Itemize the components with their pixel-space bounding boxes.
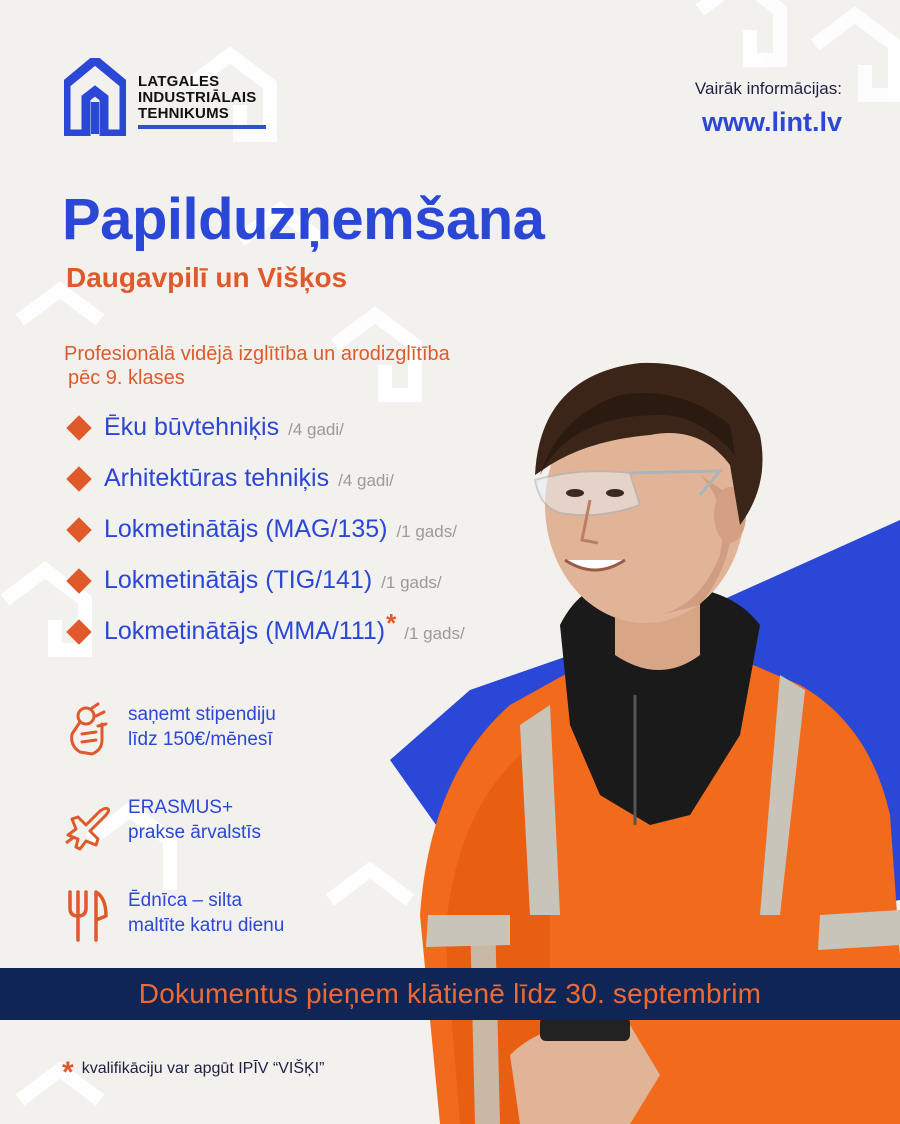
list-item xyxy=(66,453,465,504)
logo-line-2: INDUSTRIĀLAIS xyxy=(138,89,257,106)
program-star: * xyxy=(386,608,397,638)
benefit-line-1: saņemt stipendiju xyxy=(128,704,276,725)
list-item xyxy=(66,504,465,555)
benefit-text xyxy=(128,888,284,938)
diamond-bullet-icon xyxy=(66,619,91,644)
list-item xyxy=(66,402,465,453)
logo-underline xyxy=(138,125,266,129)
list-item xyxy=(62,702,284,758)
benefit-line-1: ERASMUS+ xyxy=(128,797,234,818)
intro-line-2: pēc 9. klases xyxy=(68,367,185,389)
program-name: Lokmetinātājs (MMA/111) xyxy=(104,617,386,645)
program-duration: /1 gads/ xyxy=(381,572,442,592)
more-info-block xyxy=(695,79,842,138)
benefit-list xyxy=(62,702,284,981)
logo-line-1: LATGALES xyxy=(138,73,220,90)
program-name: Lokmetinātājs (TIG/141) xyxy=(104,566,373,594)
more-info-label: Vairāk informācijas: xyxy=(694,79,842,98)
list-item xyxy=(62,795,284,851)
list-item xyxy=(62,888,284,944)
school-logo[interactable] xyxy=(64,58,266,136)
diamond-bullet-icon xyxy=(66,466,91,491)
intro-line-1: Profesionālā vidējā izglītība un arodizglītība xyxy=(64,343,450,365)
benefit-text xyxy=(128,702,276,752)
diamond-bullet-icon xyxy=(66,415,91,440)
benefit-line-2: maltīte katru dienu xyxy=(128,915,285,936)
benefit-text xyxy=(128,795,261,845)
logo-line-3: TEHNIKUMS xyxy=(138,105,229,122)
logo-wordmark xyxy=(138,74,266,129)
footnote xyxy=(62,1052,325,1089)
program-name: Ēku būvtehniķis xyxy=(104,413,280,441)
intro-text xyxy=(64,342,450,390)
benefit-line-2: prakse ārvalstīs xyxy=(128,822,262,843)
page-subtitle: Daugavpilī un Višķos xyxy=(66,262,348,293)
list-item xyxy=(66,555,465,606)
program-name: Arhitektūras tehniķis xyxy=(104,464,330,492)
house-logo-icon xyxy=(64,58,126,136)
fork-knife-icon xyxy=(62,888,110,944)
deadline-banner xyxy=(0,968,900,1020)
page-title: Papilduzņemšana xyxy=(62,187,545,252)
ok-hand-icon xyxy=(62,702,110,758)
program-duration: /4 gadi/ xyxy=(338,470,394,490)
benefit-line-1: Ēdnīca – silta xyxy=(128,890,243,911)
program-duration: /4 gadi/ xyxy=(288,419,344,439)
diamond-bullet-icon xyxy=(66,568,91,593)
list-item xyxy=(66,606,465,657)
website-link[interactable]: www.lint.lv xyxy=(701,107,842,137)
airplane-icon xyxy=(62,795,110,851)
footnote-text: kvalifikāciju var apgūt IPĪV “VIŠĶI” xyxy=(81,1060,325,1077)
program-list xyxy=(66,402,465,657)
program-duration: /1 gads/ xyxy=(404,623,465,643)
diamond-bullet-icon xyxy=(66,517,91,542)
benefit-line-2: līdz 150€/mēnesī xyxy=(128,729,273,750)
deadline-text: Dokumentus pieņem klātienē līdz 30. septembrim xyxy=(138,978,762,1009)
program-duration: /1 gads/ xyxy=(396,521,457,541)
footnote-star: * xyxy=(62,1056,74,1089)
program-name: Lokmetinātājs (MAG/135) xyxy=(104,515,388,543)
